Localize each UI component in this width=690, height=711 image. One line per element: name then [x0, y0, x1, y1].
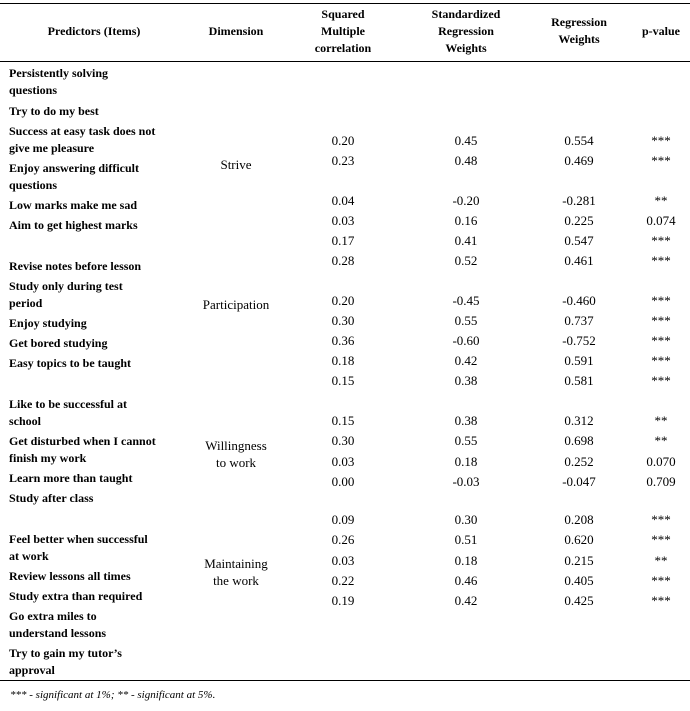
- squared-multiple-correlation-cell: 0.03: [331, 553, 355, 568]
- dimension-label: to work: [215, 455, 257, 470]
- squared-multiple-correlation-cell: 0.30: [331, 313, 355, 328]
- p-value-cell: ***: [651, 573, 671, 588]
- regression-weight-cell: 0.312: [564, 413, 594, 428]
- regression-weight-cell: 0.547: [564, 233, 594, 248]
- standardized-regression-weight-cell: -0.60: [452, 333, 480, 348]
- p-value-cell: ***: [651, 233, 671, 248]
- predictor-item: at work: [9, 549, 49, 563]
- standardized-regression-weight-cell: -0.03: [452, 474, 480, 489]
- regression-weight-cell: -0.047: [562, 474, 596, 489]
- predictor-item: Go extra miles to: [9, 609, 97, 623]
- squared-multiple-correlation-cell: 0.20: [331, 133, 355, 148]
- p-value-cell: **: [654, 413, 668, 428]
- p-value-cell: 0.709: [646, 474, 676, 489]
- regression-weight-cell: 0.620: [564, 532, 594, 547]
- p-value-cell: ***: [651, 153, 671, 168]
- standardized-regression-weight-cell: 0.52: [454, 253, 478, 268]
- predictor-item: school: [9, 414, 42, 428]
- header-squared-2: Multiple: [321, 24, 365, 38]
- predictor-item: Low marks make me sad: [9, 198, 137, 212]
- squared-multiple-correlation-cell: 0.03: [331, 454, 355, 469]
- predictor-item: Get bored studying: [9, 336, 108, 350]
- standardized-regression-weight-cell: 0.55: [454, 313, 478, 328]
- standardized-regression-weight-cell: 0.18: [454, 454, 478, 469]
- standardized-regression-weight-cell: -0.20: [452, 193, 480, 208]
- p-value-cell: **: [654, 553, 668, 568]
- regression-weight-cell: 0.215: [564, 553, 594, 568]
- predictor-item: Try to gain my tutor’s: [9, 646, 122, 660]
- squared-multiple-correlation-cell: 0.22: [331, 573, 355, 588]
- predictor-item: questions: [9, 178, 58, 192]
- squared-multiple-correlation-cell: 0.04: [331, 193, 355, 208]
- standardized-regression-weight-cell: 0.30: [454, 512, 478, 527]
- predictor-item: give me pleasure: [9, 141, 95, 155]
- regression-weight-cell: 0.698: [564, 433, 594, 448]
- regression-weight-cell: 0.461: [564, 253, 594, 268]
- predictor-item: Persistently solving: [9, 66, 108, 80]
- p-value-cell: 0.070: [646, 454, 676, 469]
- predictor-item: Aim to get highest marks: [9, 218, 138, 232]
- standardized-regression-weight-cell: 0.18: [454, 553, 478, 568]
- squared-multiple-correlation-cell: 0.00: [331, 474, 355, 489]
- header-reg-2: Weights: [558, 32, 600, 46]
- dimension-label: Willingness: [205, 438, 267, 453]
- predictor-item: period: [9, 296, 43, 310]
- regression-weight-cell: -0.281: [562, 193, 596, 208]
- predictor-item: questions: [9, 83, 58, 97]
- regression-weight-cell: -0.752: [562, 333, 596, 348]
- standardized-regression-weight-cell: 0.42: [454, 353, 478, 368]
- dimension-label: Maintaining: [204, 556, 268, 571]
- squared-multiple-correlation-cell: 0.28: [331, 253, 355, 268]
- footnote: *** - significant at 1%; ** - significant at 5%.: [10, 689, 216, 701]
- header-rule: [0, 61, 690, 62]
- standardized-regression-weight-cell: 0.16: [454, 213, 478, 228]
- p-value-cell: ***: [651, 293, 671, 308]
- predictor-item: Like to be successful at: [9, 397, 127, 411]
- predictor-item: Study only during test: [9, 279, 123, 293]
- standardized-regression-weight-cell: 0.41: [454, 233, 478, 248]
- squared-multiple-correlation-cell: 0.03: [331, 213, 355, 228]
- squared-multiple-correlation-cell: 0.18: [331, 353, 355, 368]
- predictor-item: Success at easy task does not: [9, 124, 156, 138]
- predictor-item: Enjoy answering difficult: [9, 161, 140, 175]
- header-predictors: Predictors (Items): [47, 24, 141, 38]
- squared-multiple-correlation-cell: 0.09: [331, 512, 355, 527]
- p-value-cell: ***: [651, 512, 671, 527]
- predictor-item: Learn more than taught: [9, 471, 133, 485]
- predictor-item: Review lessons all times: [9, 569, 131, 583]
- regression-weight-cell: 0.225: [564, 213, 594, 228]
- p-value-cell: ***: [651, 532, 671, 547]
- dimension-label: Participation: [202, 297, 270, 312]
- predictor-item: Study after class: [9, 491, 94, 505]
- squared-multiple-correlation-cell: 0.19: [331, 593, 355, 608]
- p-value-cell: ***: [651, 313, 671, 328]
- p-value-cell: ***: [651, 133, 671, 148]
- header-squared-3: correlation: [314, 41, 372, 55]
- predictor-item: Revise notes before lesson: [9, 259, 142, 273]
- p-value-cell: **: [654, 193, 668, 208]
- p-value-cell: 0.074: [646, 213, 676, 228]
- top-rule: [0, 3, 690, 4]
- regression-weight-cell: 0.405: [564, 573, 594, 588]
- predictor-item: Feel better when successful: [9, 532, 148, 546]
- p-value-cell: **: [654, 433, 668, 448]
- header-dimension: Dimension: [208, 24, 264, 38]
- regression-weight-cell: 0.208: [564, 512, 594, 527]
- regression-weight-cell: 0.554: [564, 133, 594, 148]
- standardized-regression-weight-cell: 0.46: [454, 573, 478, 588]
- standardized-regression-weight-cell: 0.51: [454, 532, 478, 547]
- header-reg-1: Regression: [551, 15, 607, 29]
- predictor-item: finish my work: [9, 451, 87, 465]
- header-std-1: Standardized: [431, 7, 501, 21]
- standardized-regression-weight-cell: -0.45: [452, 293, 480, 308]
- standardized-regression-weight-cell: 0.45: [454, 133, 478, 148]
- predictor-item: Easy topics to be taught: [9, 356, 132, 370]
- squared-multiple-correlation-cell: 0.36: [331, 333, 355, 348]
- bottom-rule: [0, 680, 690, 681]
- squared-multiple-correlation-cell: 0.23: [331, 153, 355, 168]
- regression-weight-cell: 0.469: [564, 153, 594, 168]
- regression-weight-cell: 0.737: [564, 313, 594, 328]
- standardized-regression-weight-cell: 0.38: [454, 413, 478, 428]
- p-value-cell: ***: [651, 373, 671, 388]
- regression-weight-cell: 0.252: [564, 454, 594, 469]
- header-squared-1: Squared: [321, 7, 365, 21]
- p-value-cell: ***: [651, 333, 671, 348]
- predictor-item: Study extra than required: [9, 589, 143, 603]
- p-value-cell: ***: [651, 353, 671, 368]
- p-value-cell: ***: [651, 253, 671, 268]
- header-pvalue: p-value: [641, 24, 680, 38]
- squared-multiple-correlation-cell: 0.20: [331, 293, 355, 308]
- predictor-item: Enjoy studying: [9, 316, 87, 330]
- squared-multiple-correlation-cell: 0.17: [331, 233, 355, 248]
- standardized-regression-weight-cell: 0.38: [454, 373, 478, 388]
- regression-weight-cell: 0.591: [564, 353, 594, 368]
- squared-multiple-correlation-cell: 0.30: [331, 433, 355, 448]
- predictor-item: Try to do my best: [9, 104, 99, 118]
- squared-multiple-correlation-cell: 0.15: [331, 373, 355, 388]
- standardized-regression-weight-cell: 0.48: [454, 153, 478, 168]
- p-value-cell: ***: [651, 593, 671, 608]
- header-std-3: Weights: [445, 41, 487, 55]
- squared-multiple-correlation-cell: 0.15: [331, 413, 355, 428]
- predictor-item: understand lessons: [9, 626, 107, 640]
- predictor-item: approval: [9, 663, 55, 677]
- regression-weight-cell: 0.581: [564, 373, 594, 388]
- predictor-item: Get disturbed when I cannot: [9, 434, 156, 448]
- header-std-2: Regression: [438, 24, 494, 38]
- standardized-regression-weight-cell: 0.55: [454, 433, 478, 448]
- regression-weight-cell: 0.425: [564, 593, 594, 608]
- dimension-label: the work: [213, 573, 259, 588]
- standardized-regression-weight-cell: 0.42: [454, 593, 478, 608]
- squared-multiple-correlation-cell: 0.26: [331, 532, 355, 547]
- regression-weight-cell: -0.460: [562, 293, 596, 308]
- dimension-label: Strive: [220, 157, 252, 172]
